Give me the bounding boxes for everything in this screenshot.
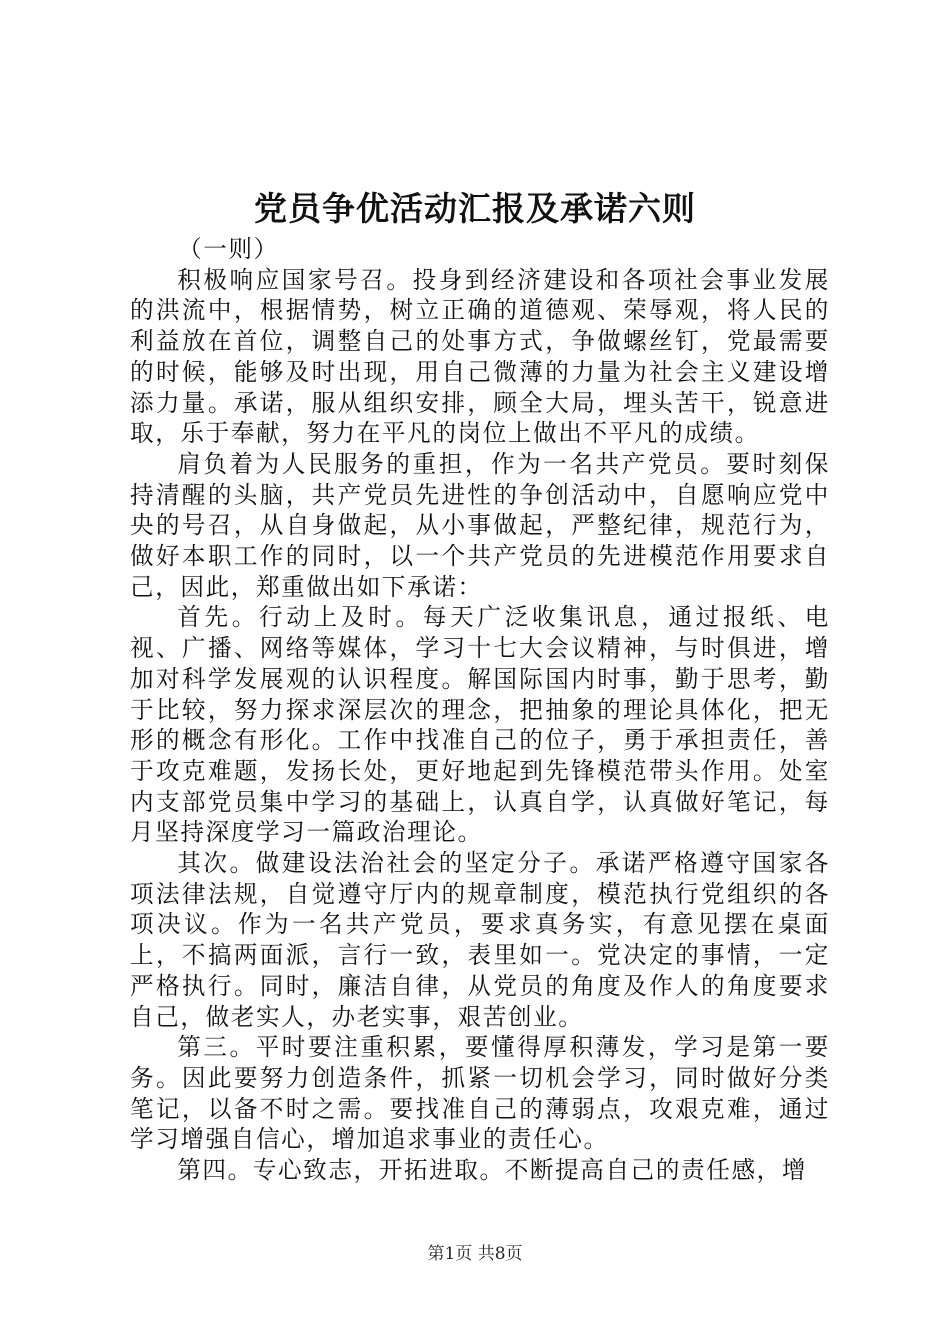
document-body — [130, 234, 830, 1186]
page-number-footer: 第1页 共8页 — [427, 1244, 523, 1264]
paragraph-2: 肩负着为人民服务的重担，作为一名共产党员。要时刻保持清醒的头脑，共产党员先进性的争创活动中，自愿响应党中央的号召，从自身做起，从小事做起，严整纪律，规范行为，做好本职工作的同时，以一个共产党员的先进模范作用要求自己，因此，郑重做出如下承诺： — [130, 449, 830, 601]
paragraph-5: 第三。平时要注重积累，要懂得厚积薄发，学习是第一要务。因此要努力创造条件，抓紧一切机会学习，同时做好分类笔记，以备不时之需。要找准自己的薄弱点，攻艰克难，通过学习增强自信心，增加追求事业的责任心。 — [130, 1033, 830, 1154]
document-title: 党员争优活动汇报及承诺六则 — [254, 189, 696, 228]
section-subtitle: （一则） — [178, 235, 279, 263]
paragraph-3: 首先。行动上及时。每天广泛收集讯息，通过报纸、电视、广播、网络等媒体，学习十七大会议精神，与时俱进，增加对科学发展观的认识程度。解国际国内时事，勤于思考，勤于比较，努力探求深层次的理念，把抽象的理论具体化，把无形的概念有形化。工作中找准自己的位子，勇于承担责任，善于攻克难题，发扬长处，更好地起到先锋模范带头作用。处室内支部党员集中学习的基础上，认真自学，认真做好笔记，每月坚持深度学习一篇政治理论。 — [130, 603, 830, 847]
paragraph-6: 第四。专心致志，开拓进取。不断提高自己的责任感，增 — [177, 1156, 808, 1185]
paragraph-4: 其次。做建设法治社会的坚定分子。承诺严格遵守国家各项法律法规，自觉遵守厅内的规章制度，模范执行党组织的各项决议。作为一名共产党员，要求真务实，有意见摆在桌面上，不搞两面派，言行一致，表里如一。党决定的事情，一定严格执行。同时，廉洁自律，从党员的角度及作人的角度要求自己，做老实人，办老实事，艰苦创业。 — [130, 849, 830, 1031]
paragraph-1: 积极响应国家号召。投身到经济建设和各项社会事业发展的洪流中，根据情势，树立正确的道德观、荣辱观，将人民的利益放在首位，调整自己的处事方式，争做螺丝钉，党最需要的时候，能够及时出现，用自己微薄的力量为社会主义建设增添力量。承诺，服从组织安排，顾全大局，埋头苦干，锐意进取，乐于奉献，努力在平凡的岗位上做出不平凡的成绩。 — [130, 265, 830, 448]
